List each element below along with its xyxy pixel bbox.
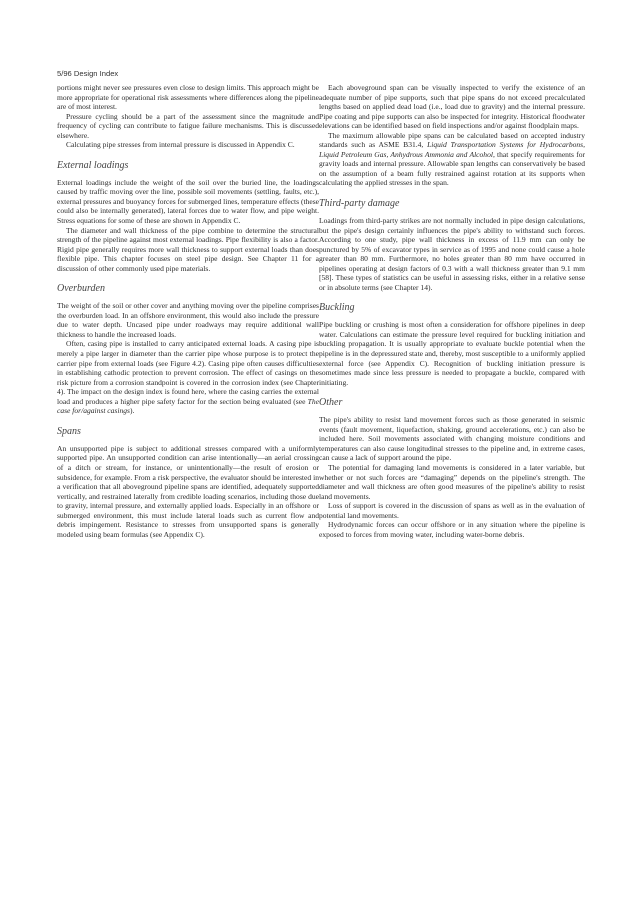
paragraph: The diameter and wall thickness of the pipe combine to determine the structural strength of the pipeline against most external loadings. Pipe flexibility is also a factor. Rigid pipe generally requires more wall thickness to support external loads than does flexible pipe. This chapter focuses on steel pipe design. See Chapter 11 for a discussion of other commonly used pipe materials.	[57, 225, 319, 273]
section-heading-spans: Spans	[57, 425, 81, 437]
paragraph: Pressure cycling should be a part of the assessment since the magnitude and frequency of cycling can contribute to fatigue failure mechanisms. This is discussed elsewhere.	[57, 111, 319, 140]
paragraph: The potential for damaging land movements is considered in a later variable, but whether or not such forces are “damaging” depends on the pipeline's strength. The diameter and wall thickness are often good measures of the pipeline's ability to resist land movements.	[319, 462, 585, 501]
left-column	[57, 83, 319, 539]
paragraph: Pipe buckling or crushing is most often a consideration for offshore pipelines in deep water. Calculations can estimate the pressure level required for buckling initiation and buckling propagation. It is usually appropriate to evaluate buckle potential when the pipeline is in the depressured state and, thereby, most susceptible to a uniformly applied external force (see Appendix C). Recognition of buckling initiation pressure is sometimes made since less pressure is needed to propagate a buckle, compared with initiating.	[319, 320, 585, 387]
paragraph: Loadings from third-party strikes are not normally included in pipe design calculations, but the pipe's design certainly influences the pipe's ability to withstand such forces. According to one study, pipe wall thickness in excess of 11.9 mm can only be punctured by 5% of excavator types in service as of 1995 and none could cause a hole greater than 80 mm. Furthermore, no holes greater than 80 mm have occurred in pipelines operating at design factors of 0.3 with a wall thickness greater than 9.1 mm [58]. These types of statistics can be useful in assessing risks, either in a relative sense or in absolute terms (see Chapter 14).	[319, 216, 585, 292]
running-head: 5/96 Design Index	[57, 69, 119, 78]
paragraph: The pipe's ability to resist land movement forces such as those generated in seismic events (fault movement, liquefaction, shaking, ground accelerations, etc.) can also be included here. Soil movements associated with changing moisture conditions and temperatures can also cause longitudinal stresses to the pipeline and, in extreme cases, can cause a lack of support around the pipe.	[319, 415, 585, 463]
paragraph: Each aboveground span can be visually inspected to verify the existence of an adequate number of pipe supports, such that pipe spans do not exceed precalculated lengths based on applied dead load (i.e., load due to gravity) and the internal pressure. Pipe coating and pipe supports can also be inspected for integrity. Historical floodwater elevations can be identified based on field inspections and/or against floodplain maps.	[319, 83, 585, 131]
section-heading-overburden: Overburden	[57, 283, 105, 295]
section-heading-buckling: Buckling	[319, 302, 355, 314]
paragraph: Calculating pipe stresses from internal pressure is discussed in Appendix C.	[66, 140, 295, 150]
paragraph: portions might never see pressures even close to design limits. This approach might be more appropriate for operational risk assessments where differences along the pipeline are of most interest.	[57, 83, 319, 112]
paragraph	[57, 339, 319, 415]
section-heading-external-loadings: External loadings	[57, 159, 129, 171]
standard-title: Liquid Transportation Systems for Hydrocarbons, Liquid Petroleum Gas, Anhydrous Ammonia and Alcohol	[319, 140, 585, 159]
text-run: ).	[129, 406, 135, 416]
text-run: , that specify requirements for gravity loads and internal pressure. Allowable span lengths can conservatively be based on the assumption of a beam fully restrained against rotation at its supports when calculating the applied stresses in the span.	[319, 149, 585, 188]
paragraph	[319, 131, 585, 188]
section-heading-third-party-damage: Third-party damage	[319, 198, 400, 210]
right-column	[319, 83, 585, 539]
text-run: The maximum allowable pipe spans can be calculated based on accepted industry standards such as ASME B31.4,	[319, 130, 585, 150]
paragraph: An unsupported pipe is subject to additional stresses compared with a uniformly supported pipe. An unsupported condition can arise intentionally—an aerial crossing of a ditch or stream, for instance, or unintentionally—the result of erosion or subsidence, for example. From a risk perspective, the evaluator should be interested in a verification that all aboveground pipeline spans are identified, adequately supported vertically, and restrained laterally from credible loading scenarios, including those due to gravity, internal pressure, and externally applied loads. Especially in an offshore or submerged environment, this must include lateral loads such as current flow and debris impingement. Resistance to stresses from unsupported spans is generally modeled using beam formulas (see Appendix C).	[57, 443, 319, 539]
paragraph: Loss of support is covered in the discussion of spans as well as in the evaluation of potential land movements.	[319, 501, 585, 520]
paragraph: The weight of the soil or other cover and anything moving over the pipeline comprises the overburden load. In an offshore environment, this would also include the pressure due to water depth. Uncased pipe under roadways may require additional wall thickness to handle the increased loads.	[57, 301, 319, 339]
paragraph: Hydrodynamic forces can occur offshore or in any situation where the pipeline is exposed to forces from moving water, including water-borne debris.	[319, 520, 585, 539]
section-heading-other: Other	[319, 397, 343, 409]
paragraph: External loadings include the weight of the soil over the buried line, the loadings caused by traffic moving over the line, possible soil movements (settling, faults, etc.), external pressures and buoyancy forces for submerged lines, temperature effects (these could also be internally generated), lateral forces due to water flow, and pipe weight. Stress equations for some of these are shown in Appendix C.	[57, 177, 319, 226]
cross-reference: The case for/against casings	[57, 396, 319, 416]
text-run: Often, casing pipe is installed to carry anticipated external loads. A casing pipe is merely a pipe larger in diameter than the carrier pipe whose purpose is to protect the carrier pipe from external loads (see Figure 4.2). Casing pipe often causes difficulties in establishing cathodic protection to prevent corrosion. The effect of casings on the risk picture from a corrosion standpoint is covered in the corrosion index (see Chapter 4). The impact on the design index is found here, where the casing carries the external load and produces a higher pipe safety factor for the section being evaluated (see	[57, 339, 319, 406]
